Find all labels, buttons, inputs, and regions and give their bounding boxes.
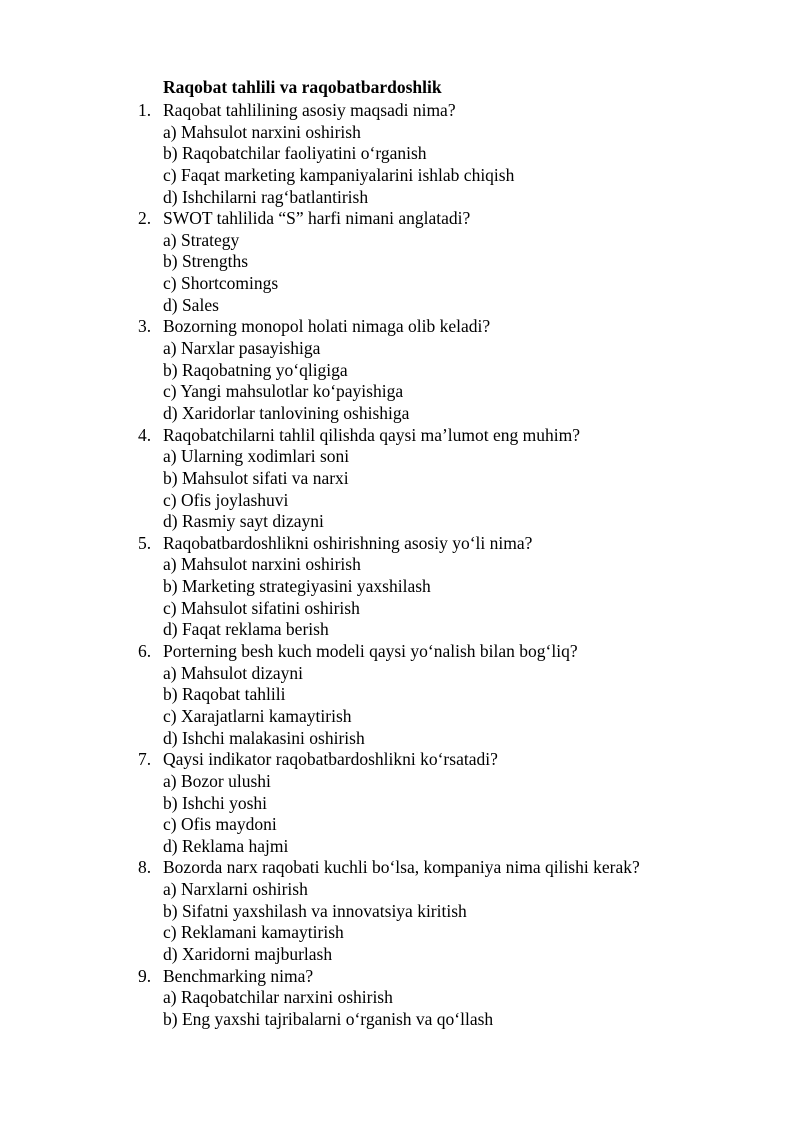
answer-option <box>0 814 800 836</box>
answer-option <box>0 771 800 793</box>
question-number: 9. <box>138 965 152 986</box>
answer-option-text: d) Reklama hajmi <box>163 835 289 856</box>
question-line <box>0 857 800 879</box>
answer-option <box>0 663 800 685</box>
answer-option-text: b) Strengths <box>163 251 249 272</box>
answer-option <box>0 879 800 901</box>
answer-option <box>0 1009 800 1031</box>
question-text: SWOT tahlilida “S” harfi nimani anglatadi? <box>163 208 471 229</box>
question-number: 6. <box>138 641 152 662</box>
answer-option <box>0 987 800 1009</box>
answer-option-text: d) Xaridorni majburlash <box>163 943 333 964</box>
question-text: Bozorda narx raqobati kuchli bo‘lsa, kompaniya nima qilishi kerak? <box>163 857 640 878</box>
answer-option-text: c) Yangi mahsulotlar ko‘payishiga <box>163 381 404 402</box>
answer-option <box>0 338 800 360</box>
answer-option <box>0 468 800 490</box>
question-line <box>0 533 800 555</box>
question-text: Raqobat tahlilining asosiy maqsadi nima? <box>163 100 456 120</box>
answer-option-text: d) Ishchilarni rag‘batlantirish <box>163 186 369 207</box>
question-text: Qaysi indikator raqobatbardoshlikni ko‘rsatadi? <box>163 749 498 770</box>
answer-option <box>0 251 800 273</box>
answer-option-text: c) Xarajatlarni kamaytirish <box>163 705 352 726</box>
answer-option <box>0 446 800 468</box>
answer-option-text: a) Mahsulot narxini oshirish <box>163 121 361 142</box>
answer-option-text: b) Raqobatning yo‘qligiga <box>163 359 348 380</box>
answer-option <box>0 295 800 317</box>
answer-option-text: b) Raqobatchilar faoliyatini o‘rganish <box>163 143 427 164</box>
question-block <box>0 316 800 424</box>
answer-option <box>0 728 800 750</box>
answer-option-text: a) Narxlarni oshirish <box>163 879 308 900</box>
answer-option <box>0 403 800 425</box>
answer-option <box>0 901 800 923</box>
answer-option <box>0 122 800 144</box>
question-number: 2. <box>138 208 152 229</box>
answer-option <box>0 922 800 944</box>
answer-option-text: b) Sifatni yaxshilash va innovatsiya kiritish <box>163 900 467 921</box>
question-line <box>0 641 800 663</box>
question-line <box>0 208 800 230</box>
answer-option <box>0 511 800 533</box>
question-text: Porterning besh kuch modeli qaysi yo‘nalish bilan bog‘liq? <box>163 641 578 662</box>
answer-option <box>0 381 800 403</box>
answer-option <box>0 143 800 165</box>
answer-option-text: c) Faqat marketing kampaniyalarini ishlab chiqish <box>163 164 515 185</box>
answer-option-text: d) Sales <box>163 294 219 315</box>
answer-option <box>0 490 800 512</box>
answer-option <box>0 576 800 598</box>
answer-option-text: c) Ofis maydoni <box>163 814 277 835</box>
answer-option-text: b) Raqobat tahlili <box>163 684 286 705</box>
answer-option-text: b) Mahsulot sifati va narxi <box>163 467 349 488</box>
question-block <box>0 208 800 316</box>
question-block <box>0 533 800 641</box>
question-number: 5. <box>138 532 152 553</box>
answer-option-text: a) Mahsulot dizayni <box>163 662 303 683</box>
question-line <box>0 316 800 338</box>
answer-option <box>0 619 800 641</box>
question-line <box>0 100 800 122</box>
answer-option <box>0 706 800 728</box>
answer-option-text: d) Xaridorlar tanlovining oshishiga <box>163 402 410 423</box>
answer-option <box>0 836 800 858</box>
question-line <box>0 966 800 988</box>
answer-option <box>0 230 800 252</box>
question-number: 3. <box>138 316 152 337</box>
question-block <box>0 857 800 965</box>
answer-option-text: d) Rasmiy sayt dizayni <box>163 511 324 532</box>
question-number: 1. <box>138 100 152 120</box>
question-number: 8. <box>138 857 152 878</box>
question-line <box>0 425 800 447</box>
answer-option <box>0 598 800 620</box>
answer-option-text: c) Ofis joylashuvi <box>163 489 289 510</box>
answer-option <box>0 554 800 576</box>
question-block <box>0 966 800 1031</box>
answer-option <box>0 187 800 209</box>
answer-option-text: a) Ularning xodimlari soni <box>163 446 350 467</box>
answer-option-text: a) Mahsulot narxini oshirish <box>163 554 361 575</box>
answer-option-text: c) Reklamani kamaytirish <box>163 922 344 943</box>
question-block <box>0 425 800 533</box>
answer-option-text: d) Faqat reklama berish <box>163 619 329 640</box>
answer-option <box>0 793 800 815</box>
answer-option-text: a) Bozor ulushi <box>163 770 271 791</box>
document-title: Raqobat tahlili va raqobatbardoshlik <box>163 77 442 97</box>
question-number: 4. <box>138 424 152 445</box>
answer-option-text: b) Eng yaxshi tajribalarni o‘rganish va qo‘llash <box>163 1008 494 1029</box>
answer-option <box>0 165 800 187</box>
answer-option-text: a) Raqobatchilar narxini oshirish <box>163 987 393 1008</box>
question-text: Raqobatbardoshlikni oshirishning asosiy yo‘li nima? <box>163 532 533 553</box>
answer-option <box>0 684 800 706</box>
question-text: Bozorning monopol holati nimaga olib keladi? <box>163 316 491 337</box>
question-text: Benchmarking nima? <box>163 965 314 986</box>
answer-option-text: a) Strategy <box>163 229 240 250</box>
answer-option-text: a) Narxlar pasayishiga <box>163 338 321 359</box>
question-text: Raqobatchilarni tahlil qilishda qaysi ma’lumot eng muhim? <box>163 424 581 445</box>
answer-option <box>0 273 800 295</box>
answer-option <box>0 360 800 382</box>
question-block <box>0 100 800 208</box>
answer-option-text: d) Ishchi malakasini oshirish <box>163 727 365 748</box>
answer-option-text: c) Shortcomings <box>163 273 279 294</box>
answer-option-text: b) Ishchi yoshi <box>163 792 268 813</box>
answer-option <box>0 944 800 966</box>
question-block <box>0 641 800 749</box>
question-list <box>0 100 800 1031</box>
question-block <box>0 749 800 857</box>
answer-option-text: c) Mahsulot sifatini oshirish <box>163 597 360 618</box>
question-line <box>0 749 800 771</box>
question-number: 7. <box>138 749 152 770</box>
answer-option-text: b) Marketing strategiyasini yaxshilash <box>163 576 431 597</box>
